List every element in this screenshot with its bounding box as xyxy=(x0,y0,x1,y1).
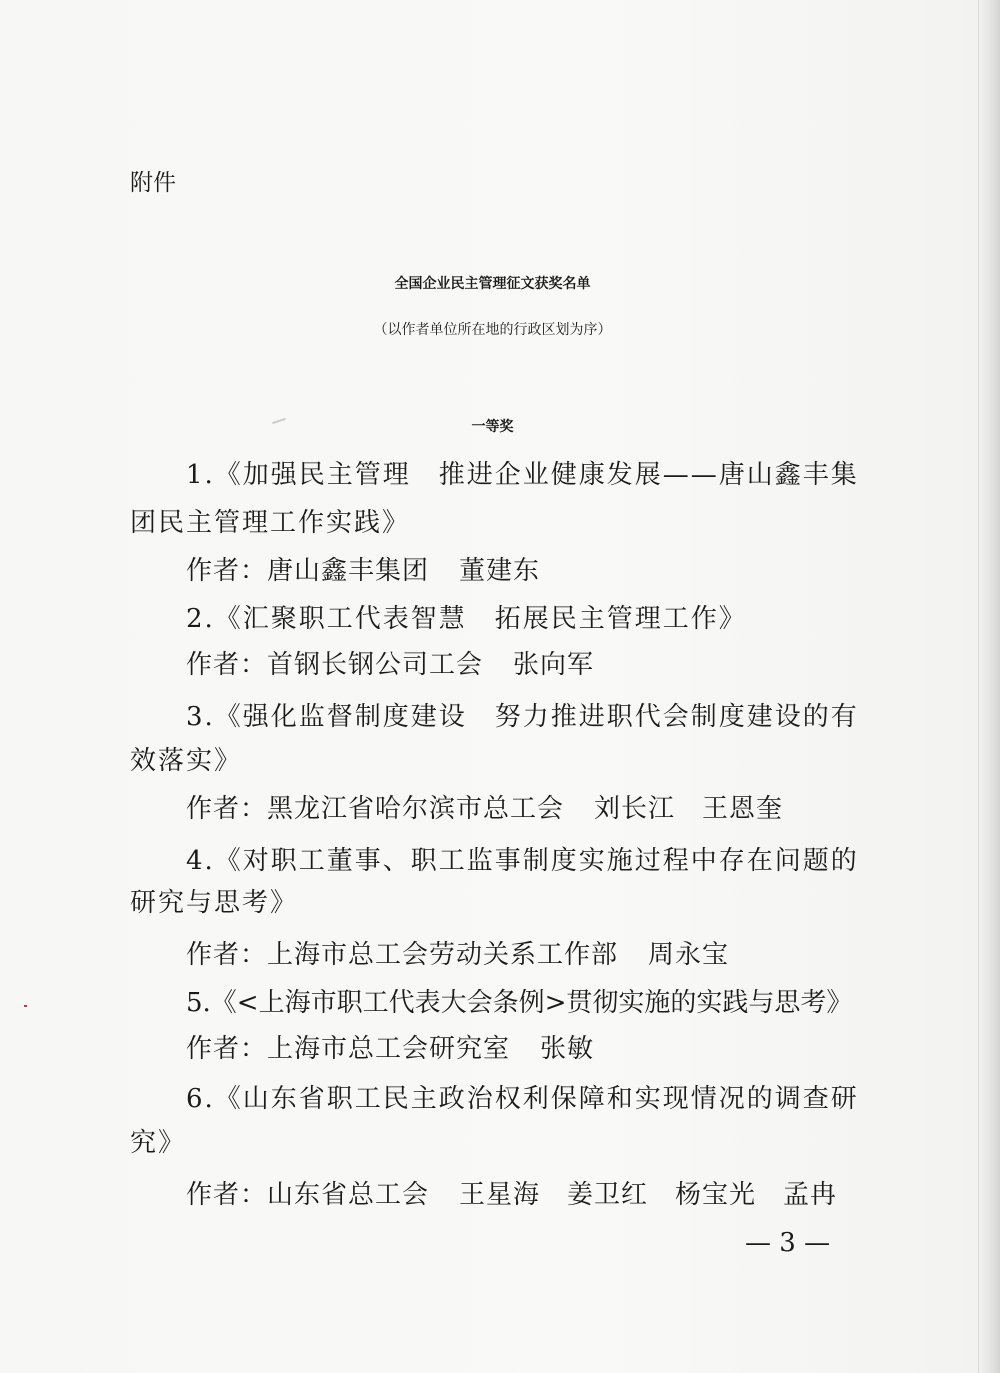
author-label: 作者： xyxy=(186,650,268,680)
author-names: 董建东 xyxy=(459,556,541,586)
entry-1-title-line-2: 团民主管理工作实践》 xyxy=(130,508,411,538)
entry-4-title-line-1: 4.《对职工董事、职工监事制度实施过程中存在问题的 xyxy=(186,846,859,876)
author-unit: 首钢长钢公司工会 xyxy=(267,650,484,680)
author-label: 作者： xyxy=(186,1180,268,1210)
author-unit: 上海市总工会研究室 xyxy=(267,1034,511,1064)
entry-3-title-line-1: 3.《强化监督制度建设 努力推进职代会制度建设的有 xyxy=(186,702,859,732)
entry-3-author-line xyxy=(186,794,783,824)
author-names: 张敏 xyxy=(540,1034,595,1064)
entry-6-author-line xyxy=(186,1180,837,1210)
document-title: 全国企业民主管理征文获奖名单 xyxy=(394,276,591,292)
author-names: 周永宝 xyxy=(648,940,730,970)
entry-2-author-line xyxy=(186,650,594,680)
author-label: 作者： xyxy=(186,556,268,586)
section-heading-first-prize: 一等奖 xyxy=(471,419,514,435)
entry-1-title-line-1: 1.《加强民主管理 推进企业健康发展——唐山鑫丰集 xyxy=(186,460,859,490)
entry-5-title-line-1: 5.《<上海市职工代表大会条例>贯彻实施的实践与思考》 xyxy=(186,988,853,1018)
document-subtitle: （以作者单位所在地的行政区划为序） xyxy=(373,322,612,338)
author-label: 作者： xyxy=(186,940,268,970)
scan-red-speck xyxy=(24,1005,27,1007)
entry-6-title-line-2: 究》 xyxy=(130,1128,187,1158)
author-unit: 唐山鑫丰集团 xyxy=(267,556,430,586)
entry-4-title-line-2: 研究与思考》 xyxy=(130,888,299,918)
author-label: 作者： xyxy=(186,794,268,824)
author-label: 作者： xyxy=(186,1034,268,1064)
page-number: — 3 — xyxy=(745,1228,831,1258)
author-unit: 黑龙江省哈尔滨市总工会 xyxy=(267,794,565,824)
entry-1-author-line xyxy=(186,556,540,586)
attachment-label: 附件 xyxy=(130,170,176,196)
page-edge-shadow xyxy=(978,0,1000,1373)
author-names: 王星海 姜卫红 杨宝光 孟冉 xyxy=(459,1180,838,1210)
entry-6-title-line-1: 6.《山东省职工民主政治权利保障和实现情况的调查研 xyxy=(186,1084,859,1114)
author-unit: 上海市总工会劳动关系工作部 xyxy=(267,940,619,970)
entry-3-title-line-2: 效落实》 xyxy=(130,746,243,776)
entry-2-title-line-1: 2.《汇聚职工代表智慧 拓展民主管理工作》 xyxy=(186,604,747,634)
author-names: 刘长江 王恩奎 xyxy=(594,794,784,824)
entry-5-author-line xyxy=(186,1034,594,1064)
entry-4-author-line xyxy=(186,940,729,970)
author-unit: 山东省总工会 xyxy=(267,1180,430,1210)
author-names: 张向军 xyxy=(513,650,595,680)
